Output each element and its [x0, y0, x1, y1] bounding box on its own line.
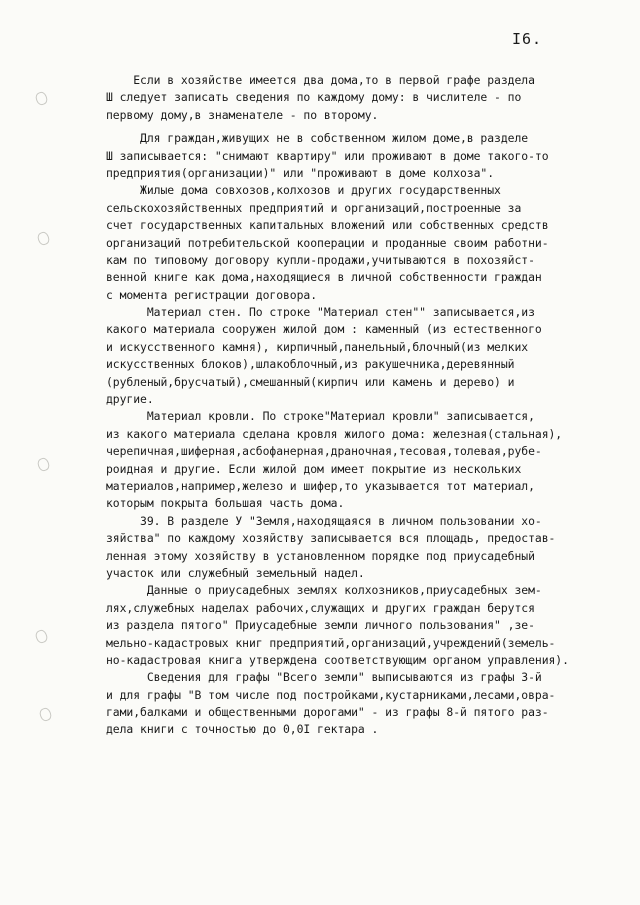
text-line: из раздела пятого" Приусадебные земли личного пользования" ,зе- — [106, 618, 535, 633]
text-line: с момента регистрации договора. — [106, 287, 318, 302]
binding-hole-mark — [36, 457, 51, 473]
text-line: Материал кровли. По строке"Материал кровли" записывается, — [106, 409, 535, 424]
binding-hole-mark — [34, 629, 49, 645]
text-line: какого материала сооружен жилой дом : каменный (из естественного — [106, 322, 542, 337]
text-line: гами,балками и общественными дорогами" - из графы 8-й пятого раз- — [106, 705, 549, 720]
text-line: Для граждан,живущих не в собственном жилом доме,в разделе — [106, 131, 529, 146]
text-line: ленная этому хозяйству в установленном порядке под приусадебный — [106, 548, 535, 563]
text-line: которым покрыта большая часть дома. — [106, 496, 345, 511]
text-line: дела книги с точностью до 0,0I гектара . — [106, 722, 379, 737]
binding-hole-mark — [38, 707, 53, 723]
text-line: сельскохозяйственных предприятий и организаций,построенные за — [106, 200, 522, 215]
text-line: кам по типовому договору купли-продажи,учитываются в похозяйст- — [106, 252, 535, 267]
text-line: искусственных блоков),шлакоблочный,из ракушечника,деревянный — [106, 357, 515, 372]
text-line: 39. В разделе У "Земля,находящаяся в личном пользовании хо- — [106, 513, 542, 528]
text-line: Ш следует записать сведения по каждому дому: в числителе - по — [106, 90, 522, 105]
text-line: мельно-кадастровых книг предприятий,организаций,учреждений(земель- — [106, 635, 556, 650]
text-line: предприятия(организации)" или "проживают в доме колхоза". — [106, 165, 495, 180]
text-line: Данные о приусадебных землях колхозников,приусадебных зем- — [106, 583, 542, 598]
text-line: Если в хозяйстве имеется два дома,то в первой графе раздела — [106, 73, 535, 87]
text-line: венной книге как дома,находящиеся в личной собственности граждан — [106, 270, 542, 285]
text-line: Материал стен. По строке "Материал стен"" записывается,из — [106, 305, 535, 320]
text-line: черепичная,шиферная,асбофанерная,драночная,тесовая,толевая,рубе- — [106, 444, 542, 459]
text-line: Жилые дома совхозов,колхозов и других государственных — [106, 183, 501, 198]
text-line: Ш записывается: "снимают квартиру" или проживают в доме такого-то — [106, 148, 549, 163]
text-line: счет государственных капитальных вложений или собственных средств — [106, 218, 549, 233]
text-line: и искусственного камня), кирпичный,панельный,блочный(из мелких — [106, 339, 529, 354]
text-line: организаций потребительской кооперации и проданные своим работни- — [106, 235, 549, 250]
page-number: I6. — [512, 30, 543, 48]
text-line: участок или служебный земельный надел. — [106, 565, 365, 580]
text-line: из какого материала сделана кровля жилого дома: железная(стальная), — [106, 426, 563, 441]
text-line: первому дому,в знаменателе - по второму. — [106, 107, 379, 122]
binding-hole-mark — [34, 91, 49, 107]
binding-hole-mark — [36, 231, 51, 247]
text-line: материалов,например,железо и шифер,то указывается тот материал, — [106, 478, 535, 493]
text-line: но-кадастровая книга утверждена соответствующим органом управления). — [106, 652, 569, 667]
text-line: и для графы "В том числе под постройками,кустарниками,лесами,овра- — [106, 687, 556, 702]
text-line: роидная и другие. Если жилой дом имеет покрытие из нескольких — [106, 461, 522, 476]
text-line: (рубленый,брусчатый),смешанный(кирпич или камень и дерево) и — [106, 374, 515, 389]
text-line: зяйства" по каждому хозяйству записывается вся площадь, предостав- — [106, 531, 556, 546]
text-line: другие. — [106, 392, 154, 407]
text-line: Сведения для графы "Всего земли" выписываются из графы 3-й — [106, 670, 542, 685]
text-line: лях,служебных наделах рабочих,служащих и других граждан берутся — [106, 600, 535, 615]
document-body-text — [106, 72, 634, 739]
